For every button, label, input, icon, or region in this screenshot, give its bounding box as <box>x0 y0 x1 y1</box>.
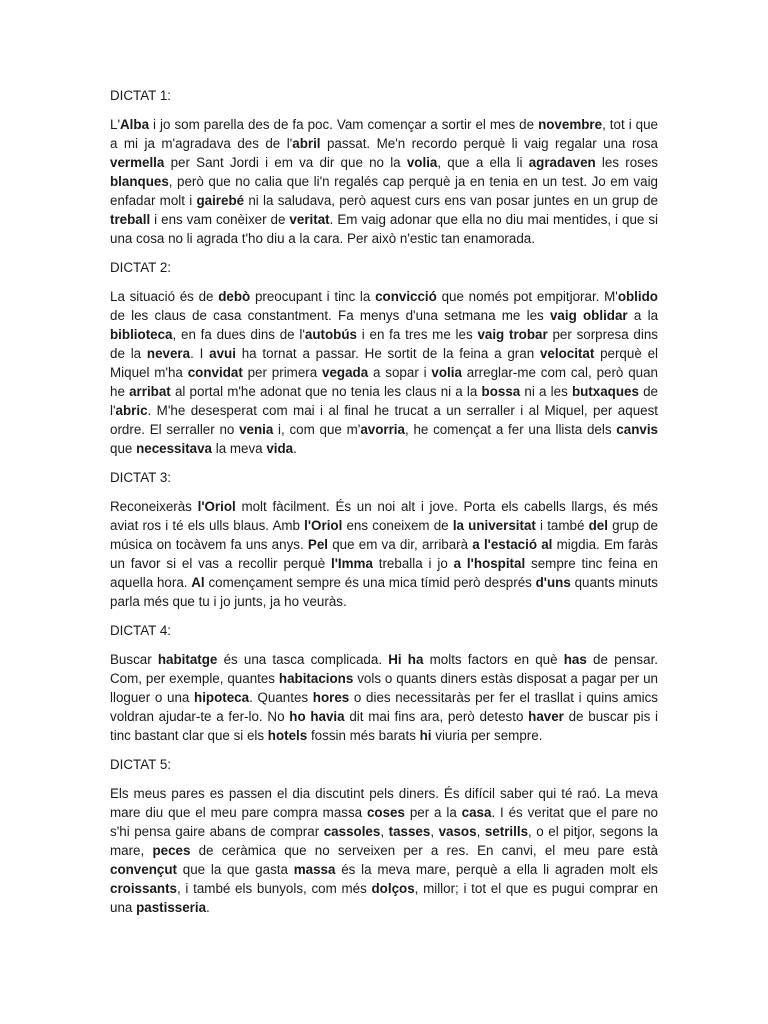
highlighted-word: volia <box>406 155 438 170</box>
dictation-text <box>110 650 658 745</box>
text-run: que <box>110 441 137 456</box>
highlighted-word: vermella <box>110 155 165 170</box>
highlighted-word: oblido <box>617 289 658 304</box>
text-run: i ens vam conèixer de <box>150 212 290 227</box>
highlighted-word: vaig oblidar <box>549 308 628 323</box>
highlighted-word: a l'hospital <box>453 556 526 571</box>
text-run: és la meva mare, perquè a ella li agraden molt els <box>335 862 658 877</box>
text-run: al portal m'he adonat que no tenia les claus ni a la <box>170 384 482 399</box>
highlighted-word: bossa <box>481 384 521 399</box>
highlighted-word: l'Imma <box>331 556 373 571</box>
text-run: les roses <box>595 155 658 170</box>
text-run: grup de música on tocàvem fa uns anys. <box>110 518 658 552</box>
text-run: ni la saludava, però aquest curs ens van posar juntes en un grup de <box>244 193 658 208</box>
highlighted-word: ho havia <box>289 709 345 724</box>
text-run: , i també els bunyols, com més <box>177 881 372 896</box>
text-run: . I <box>190 346 210 361</box>
highlighted-word: butxaques <box>571 384 639 399</box>
text-run: . Em vaig adonar que ella no diu mai mentides, i que si una cosa no li agrada t'ho diu a la cara. Per això n'estic tan enamorada. <box>110 212 658 246</box>
highlighted-word: croissants <box>110 881 177 896</box>
highlighted-word: debò <box>218 289 251 304</box>
dictation-text <box>110 497 658 611</box>
text-run: , que a ella li <box>437 155 529 170</box>
text-run: , millor; i tot el que es pugui comprar en una <box>110 881 659 915</box>
highlighted-word: treball <box>110 212 151 227</box>
highlighted-word: cassoles <box>323 824 381 839</box>
text-run: que només pot empitjorar. M' <box>436 289 618 304</box>
highlighted-word: velocitat <box>539 346 595 361</box>
text-run: de pensar. Com, per exemple, quantes <box>110 652 659 686</box>
text-run: . I és veritat que el pare no s'hi pensa gaire abans de comprar <box>110 805 658 839</box>
text-run: passat. Me'n recordo perquè li vaig regalar una rosa <box>320 136 659 151</box>
text-run: per primera <box>242 365 323 380</box>
highlighted-word: tasses <box>388 824 431 839</box>
text-run: començament sempre és una mica tímid però després <box>204 575 536 590</box>
highlighted-word: avui <box>209 346 236 361</box>
text-run: , tot i que a mi ja m'agradava des de l' <box>110 117 659 151</box>
highlighted-word: Hi ha <box>388 652 424 667</box>
text-run: a la <box>627 308 659 323</box>
dictation-text <box>110 115 658 248</box>
text-run: quants minuts parla més que tu i jo junts, ja ho veuràs. <box>110 575 658 609</box>
text-run: dit mai fins ara, però detesto <box>344 709 529 724</box>
dictation-heading: DICTAT 1: <box>110 88 172 103</box>
highlighted-word: l'Oriol <box>197 499 236 514</box>
text-run: arreglar-me com cal, però quan he <box>110 365 658 399</box>
text-run: , he començat a fer una llista dels <box>404 422 617 437</box>
highlighted-word: venia <box>239 422 274 437</box>
highlighted-word: peces <box>152 843 191 858</box>
text-run: i jo som parella des de fa poc. Vam començar a sortir el mes de <box>149 117 539 132</box>
highlighted-word: abril <box>292 136 321 151</box>
highlighted-word: d'uns <box>535 575 571 590</box>
text-run: de les claus de casa constantment. Fa menys d'una setmana me les <box>110 308 550 323</box>
text-run: o dies necessitaràs per fer el trasllat i quins amics voldran ajudar-te a fer-lo. No <box>110 690 658 724</box>
text-run: és una tasca complicada. <box>217 652 389 667</box>
highlighted-word: a l'estació al <box>472 537 553 552</box>
highlighted-word: dolços <box>371 881 415 896</box>
highlighted-word: hotels <box>267 728 308 743</box>
text-run: Buscar <box>110 652 158 667</box>
text-run: , però que no calia que li'n regalés cap perquè ja en tenia en un test. Jo em vaig enfadar molt i <box>110 174 658 208</box>
text-run: ens coneixem de <box>342 518 453 533</box>
highlighted-word: canvis <box>616 422 658 437</box>
text-run: vols o quants diners estàs disposat a pagar per un lloguer o una <box>110 671 658 705</box>
text-run: de buscar pis i tinc bastant clar que si els <box>110 709 659 743</box>
highlighted-word: hi <box>419 728 432 743</box>
dictation-text <box>110 784 658 917</box>
highlighted-word: hores <box>312 690 350 705</box>
highlighted-word: novembre <box>538 117 603 132</box>
text-run: i també <box>535 518 589 533</box>
text-run: viuria per sempre. <box>431 728 543 743</box>
text-run: molts factors en què <box>423 652 564 667</box>
highlighted-word: massa <box>293 862 336 877</box>
highlighted-word: pastisseria <box>136 900 207 915</box>
text-run: fossin més barats <box>307 728 420 743</box>
highlighted-word: la universitat <box>452 518 536 533</box>
text-run: que em va dir, arribarà <box>328 537 473 552</box>
text-run: Els meus pares es passen el dia discutint pels diners. És difícil saber qui té raó. La meva mare diu que el meu pare compra massa <box>110 786 658 820</box>
highlighted-word: blanques <box>110 174 169 189</box>
text-run: Reconeixeràs <box>110 499 198 514</box>
highlighted-word: Alba <box>120 117 150 132</box>
highlighted-word: Al <box>191 575 205 590</box>
dictation-heading: DICTAT 2: <box>110 260 172 275</box>
text-run: , o el pitjor, segons la mare, <box>110 824 658 858</box>
highlighted-word: necessitava <box>136 441 212 456</box>
highlighted-word: arribat <box>129 384 171 399</box>
dictation-heading: DICTAT 3: <box>110 470 172 485</box>
text-run: per a la <box>404 805 462 820</box>
text-run: per Sant Jordi i em va dir que no la <box>164 155 407 170</box>
text-run: , <box>476 824 485 839</box>
highlighted-word: l'Oriol <box>304 518 343 533</box>
text-run: i, com que m' <box>273 422 361 437</box>
highlighted-word: convençut <box>110 862 177 877</box>
text-run: L' <box>110 117 121 132</box>
highlighted-word: volia <box>431 365 462 380</box>
text-run: , <box>380 824 389 839</box>
text-run: per sorpresa dins de la <box>110 327 658 361</box>
highlighted-word: biblioteca <box>110 327 173 342</box>
dictation-heading: DICTAT 5: <box>110 757 172 772</box>
text-run: . <box>206 900 210 915</box>
text-run: . M'he desesperat com mai i al final he trucat a un serraller i al Miquel, per aquest ordre. El serraller no <box>110 403 658 437</box>
text-run: que la que gasta <box>176 862 294 877</box>
highlighted-word: abric <box>115 403 148 418</box>
highlighted-word: nevera <box>146 346 191 361</box>
highlighted-word: Pel <box>307 537 328 552</box>
dictation-text <box>110 287 658 458</box>
text-run: i en fa tres me les <box>357 327 478 342</box>
text-run: ha tornat a passar. He sortit de la feina a gran <box>235 346 540 361</box>
text-run: preocupant i tinc la <box>250 289 376 304</box>
text-run: de ceràmica que no serveixen per a res. En canvi, el meu pare està <box>190 843 658 858</box>
document-page <box>110 86 658 927</box>
highlighted-word: convicció <box>375 289 437 304</box>
highlighted-word: gairebé <box>196 193 245 208</box>
highlighted-word: vasos <box>438 824 477 839</box>
text-run: a sopar i <box>368 365 432 380</box>
text-run: treballa i jo <box>372 556 454 571</box>
highlighted-word: habitatge <box>157 652 218 667</box>
text-run: ni a les <box>520 384 572 399</box>
highlighted-word: veritat <box>289 212 330 227</box>
text-run: sempre tinc feina en aquella hora. <box>110 556 659 590</box>
highlighted-word: haver <box>528 709 564 724</box>
dictation-heading: DICTAT 4: <box>110 623 172 638</box>
text-run: . Quantes <box>249 690 313 705</box>
text-run: . <box>293 441 297 456</box>
text-run: migdia. Em faràs un favor si el vas a recollir perquè <box>110 537 658 571</box>
highlighted-word: vegada <box>322 365 369 380</box>
highlighted-word: vida <box>266 441 294 456</box>
highlighted-word: autobús <box>304 327 357 342</box>
highlighted-word: has <box>563 652 587 667</box>
highlighted-word: setrills <box>484 824 529 839</box>
highlighted-word: habitacions <box>278 671 354 686</box>
text-run: , en fa dues dins de l' <box>172 327 305 342</box>
text-run: la meva <box>212 441 267 456</box>
highlighted-word: del <box>588 518 608 533</box>
highlighted-word: casa <box>461 805 492 820</box>
text-run: La situació és de <box>110 289 219 304</box>
text-run: , <box>430 824 439 839</box>
text-run: molt fàcilment. És un noi alt i jove. Porta els cabells llargs, és més aviat ros i té els ulls blaus. Amb <box>110 499 658 533</box>
highlighted-word: avorria <box>360 422 405 437</box>
text-run: perquè el Miquel m'ha <box>110 346 658 380</box>
highlighted-word: vaig trobar <box>477 327 548 342</box>
highlighted-word: coses <box>366 805 405 820</box>
highlighted-word: convidat <box>187 365 243 380</box>
highlighted-word: agradaven <box>528 155 596 170</box>
highlighted-word: hipoteca <box>194 690 250 705</box>
text-run: de l' <box>110 384 658 418</box>
